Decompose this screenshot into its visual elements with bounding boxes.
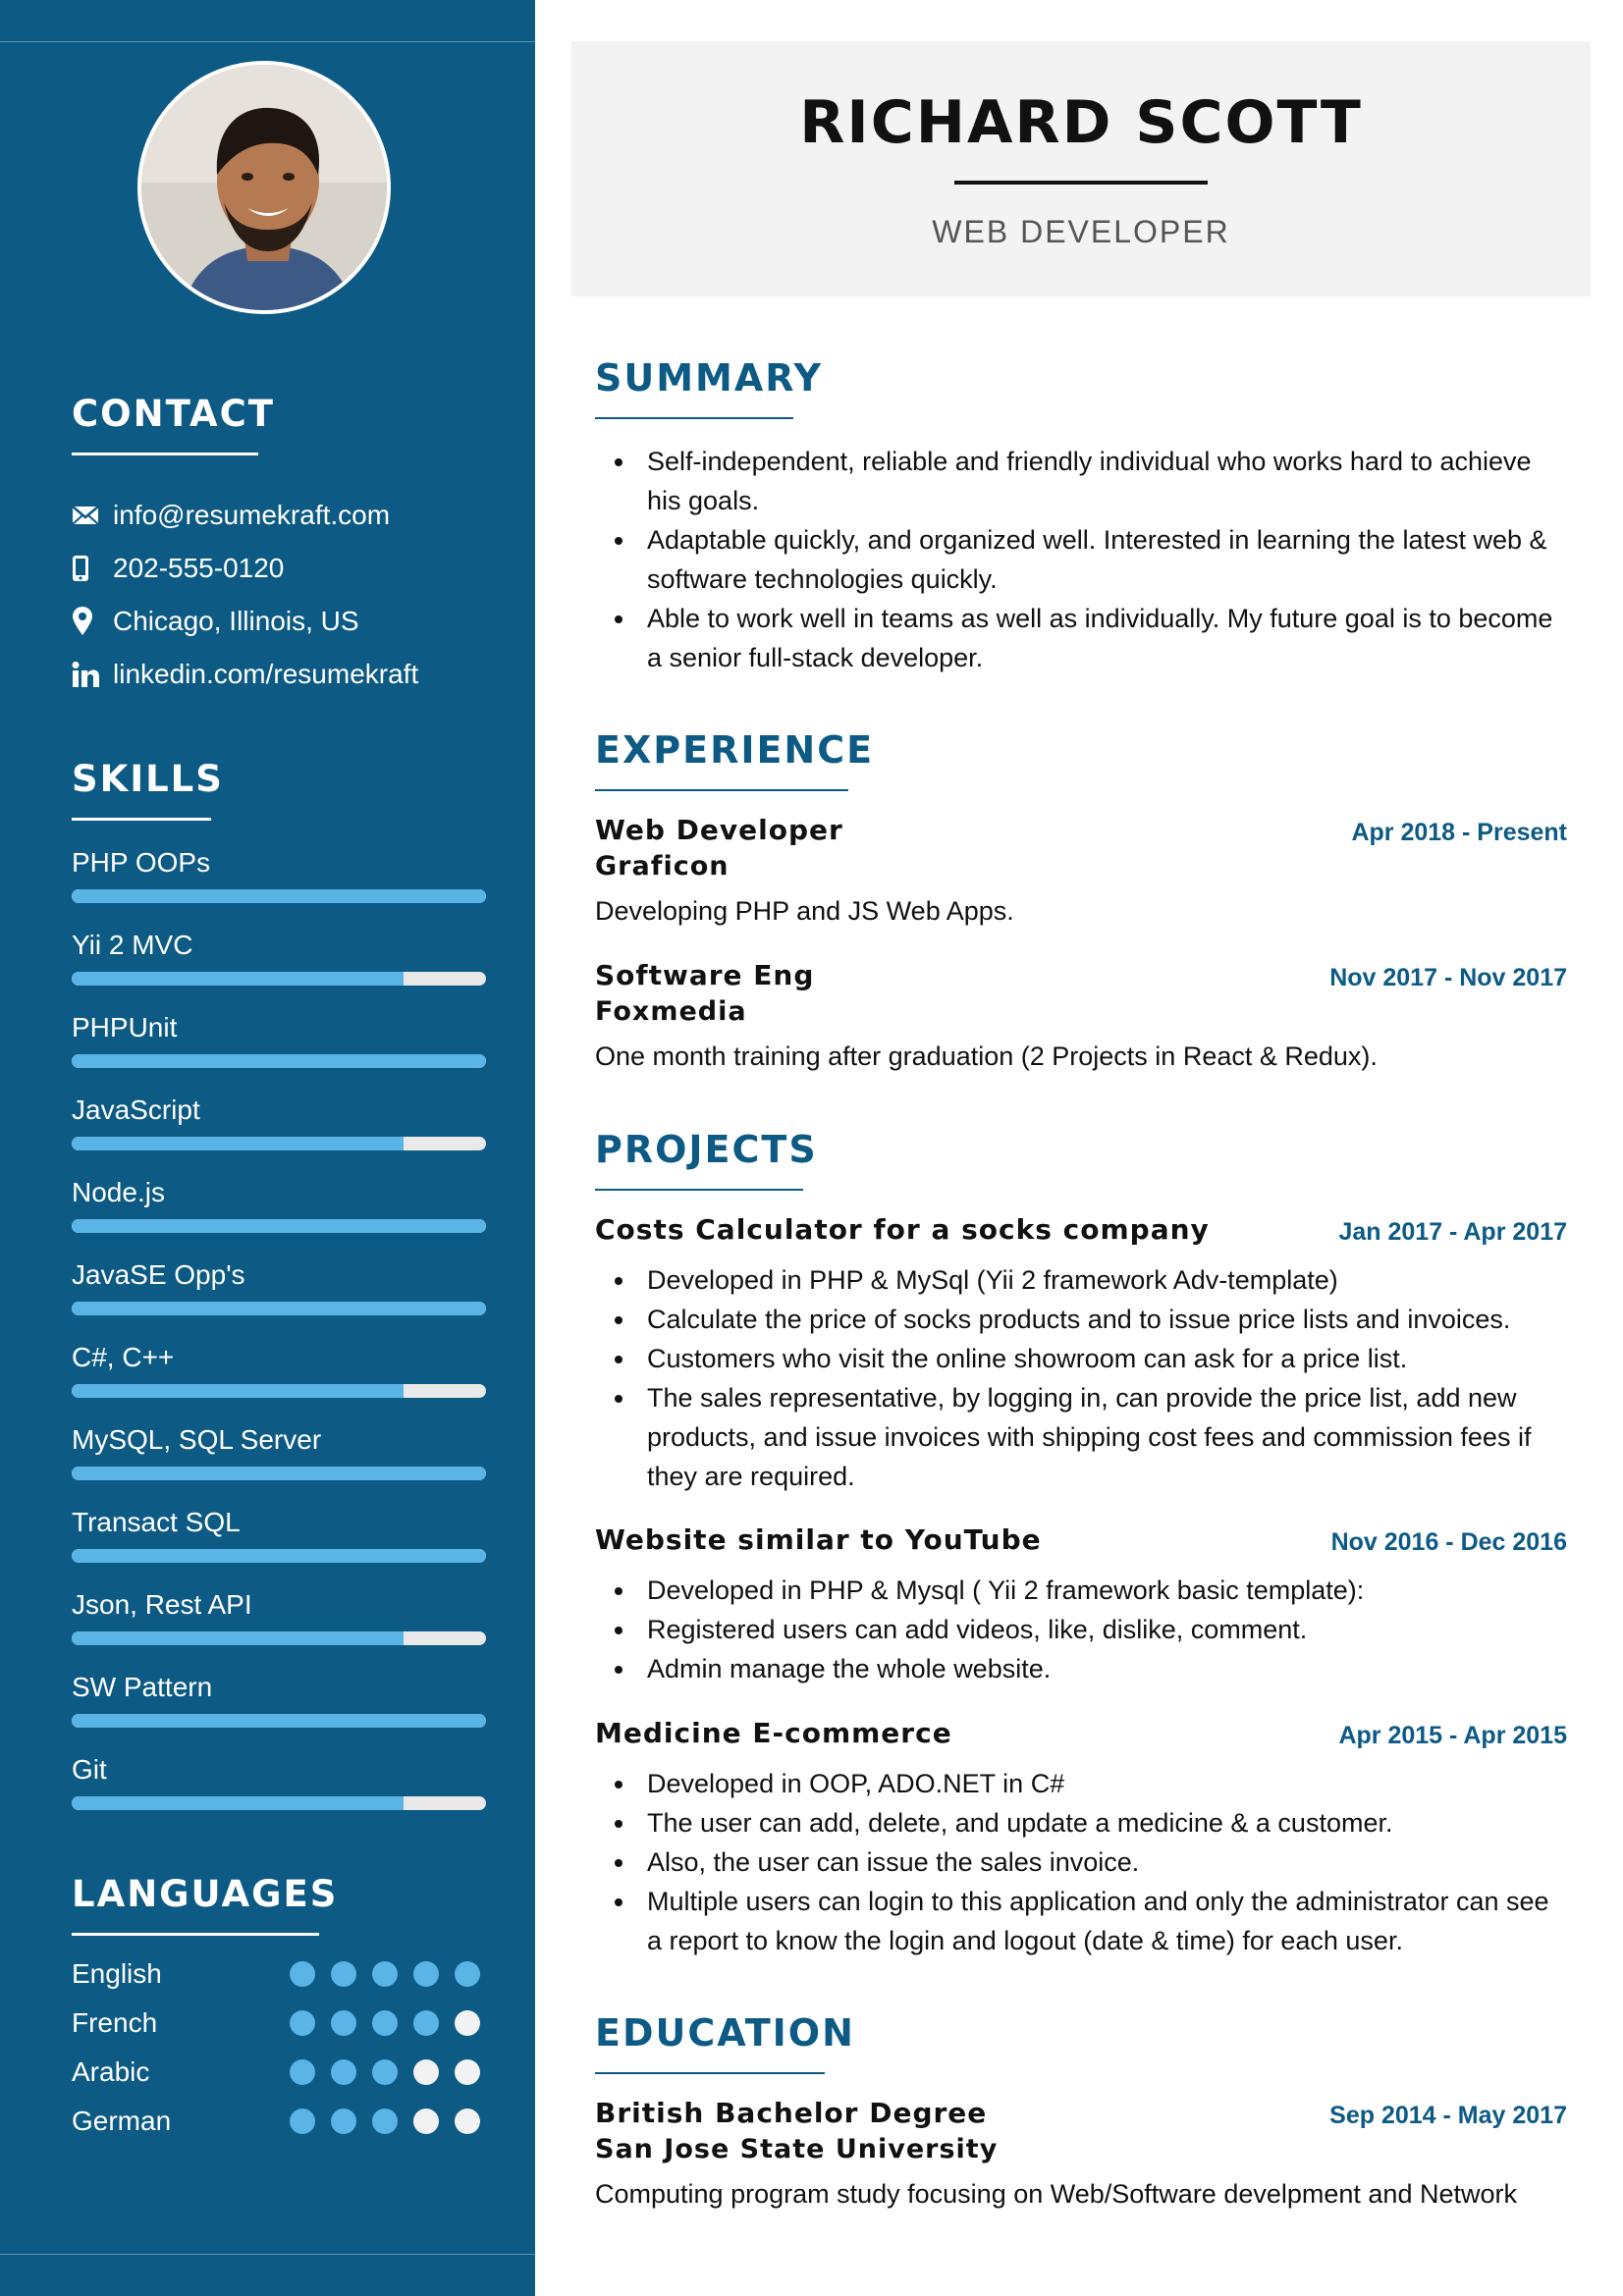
- rating-dot-filled: [290, 2109, 315, 2134]
- contact-phone-text: 202-555-0120: [113, 553, 285, 583]
- summary-heading: SUMMARY: [595, 356, 823, 400]
- project-bullet: Multiple users can login to this application and only the administrator can see a report to know the login and logout (date & time) for each user.: [595, 1882, 1567, 1960]
- project-bullet: Developed in OOP, ADO.NET in C#: [595, 1764, 1567, 1803]
- skill-item: [72, 844, 486, 927]
- skills-heading: SKILLS: [72, 758, 224, 800]
- project-title: Costs Calculator for a socks company: [595, 1213, 1210, 1246]
- skill-item: [72, 1751, 486, 1834]
- education-date: Sep 2014 - May 2017: [1329, 2102, 1567, 2129]
- education-heading: EDUCATION: [595, 2011, 855, 2055]
- rating-dot-empty: [455, 2109, 480, 2134]
- language-item: [72, 1949, 486, 1999]
- project-bullet: Developed in PHP & Mysql ( Yii 2 framework basic template):: [595, 1571, 1567, 1610]
- experience-heading: EXPERIENCE: [595, 728, 875, 772]
- skill-item: [72, 1256, 486, 1339]
- project-title: Medicine E-commerce: [595, 1717, 952, 1749]
- experience-date: Nov 2017 - Nov 2017: [1329, 964, 1567, 991]
- rating-dot-filled: [372, 2109, 398, 2134]
- location-pin-icon: [72, 607, 113, 636]
- experience-title: Web Developer: [595, 814, 843, 846]
- skill-label: C#, C++: [72, 1342, 175, 1372]
- skill-bar: [72, 1054, 486, 1068]
- sidebar: [0, 0, 535, 2296]
- language-label: French: [72, 2007, 158, 2038]
- project-bullet: The user can add, delete, and update a medicine & a customer.: [595, 1803, 1567, 1842]
- contact-email[interactable]: [72, 489, 418, 542]
- skill-label: PHPUnit: [72, 1012, 178, 1042]
- rating-dot-empty: [455, 2059, 480, 2085]
- profile-photo: [137, 61, 391, 314]
- skill-label: JavaScript: [72, 1095, 200, 1125]
- rating-dot-filled: [413, 1961, 439, 1987]
- rating-dot-empty: [413, 2059, 439, 2085]
- project-bullet: Also, the user can issue the sales invoice.: [595, 1842, 1567, 1882]
- rating-dot-filled: [372, 1961, 398, 1987]
- rating-dot-filled: [372, 2059, 398, 2085]
- skill-bar: [72, 1796, 486, 1810]
- project-date: Jan 2017 - Apr 2017: [1338, 1218, 1567, 1246]
- language-rating: [290, 2010, 480, 2036]
- name-header: [571, 41, 1591, 296]
- project-bullet: Registered users can add videos, like, dislike, comment.: [595, 1610, 1567, 1649]
- language-item: [72, 1999, 486, 2048]
- skill-bar-fill: [72, 1219, 486, 1233]
- experience-date: Apr 2018 - Present: [1351, 819, 1567, 846]
- skill-bar: [72, 889, 486, 903]
- skill-bar-fill: [72, 1137, 404, 1150]
- experience-description: Developing PHP and JS Web Apps.: [595, 896, 1014, 926]
- rating-dot-empty: [413, 2109, 439, 2134]
- contact-location-text: Chicago, Illinois, US: [113, 606, 359, 636]
- rating-dot-filled: [413, 2010, 439, 2036]
- projects-heading: PROJECTS: [595, 1128, 818, 1171]
- rating-dot-filled: [331, 2059, 356, 2085]
- project-bullets: [595, 1764, 1567, 1960]
- education-school: San Jose State University: [595, 2134, 999, 2164]
- language-item: [72, 2048, 486, 2097]
- rating-dot-filled: [290, 2059, 315, 2085]
- languages-list: [72, 1949, 486, 2146]
- project-bullet: Customers who visit the online showroom can ask for a price list.: [595, 1339, 1567, 1378]
- skill-bar: [72, 1137, 486, 1150]
- experience-title: Software Eng: [595, 959, 815, 991]
- skill-label: Git: [72, 1754, 107, 1785]
- skill-bar-fill: [72, 1467, 486, 1480]
- project-date: Nov 2016 - Dec 2016: [1330, 1528, 1567, 1556]
- rating-dot-filled: [331, 1961, 356, 1987]
- language-item: [72, 2097, 486, 2146]
- skill-bar-fill: [72, 972, 404, 986]
- skill-item: [72, 1504, 486, 1586]
- project-bullet: Developed in PHP & MySql (Yii 2 framework Adv-template): [595, 1260, 1567, 1300]
- skill-bar-fill: [72, 1054, 486, 1068]
- contact-phone[interactable]: [72, 542, 418, 595]
- rating-dot-filled: [290, 1961, 315, 1987]
- divider: [0, 2254, 535, 2255]
- language-label: German: [72, 2106, 172, 2136]
- skill-label: PHP OOPs: [72, 847, 211, 878]
- skill-label: Json, Rest API: [72, 1589, 252, 1620]
- contact-list: [72, 489, 418, 701]
- divider: [0, 41, 535, 42]
- skill-item: [72, 1669, 486, 1751]
- skill-bar-fill: [72, 1302, 486, 1315]
- rating-dot-filled: [372, 2010, 398, 2036]
- rating-dot-empty: [455, 2010, 480, 2036]
- contact-linkedin-text: linkedin.com/resumekraft: [113, 659, 419, 689]
- rating-dot-filled: [331, 2010, 356, 2036]
- skill-bar-fill: [72, 1549, 486, 1563]
- skill-bar: [72, 1549, 486, 1563]
- rating-dot-filled: [290, 2010, 315, 2036]
- skill-bar: [72, 1302, 486, 1315]
- skill-bar: [72, 1631, 486, 1645]
- skill-label: Yii 2 MVC: [72, 930, 193, 960]
- skill-bar-fill: [72, 1631, 404, 1645]
- phone-icon: [72, 555, 113, 582]
- name-underline: [954, 181, 1208, 185]
- skill-bar-fill: [72, 1714, 486, 1728]
- contact-heading: CONTACT: [72, 393, 275, 435]
- summary-underline: [595, 417, 793, 419]
- skill-bar: [72, 1219, 486, 1233]
- skill-bar: [72, 1467, 486, 1480]
- project-date: Apr 2015 - Apr 2015: [1338, 1722, 1567, 1749]
- project-bullets: [595, 1571, 1567, 1688]
- skills-list: [72, 844, 486, 1834]
- project-bullet: The sales representative, by logging in, can provide the price list, add new products, and issue invoices with shipping cost fees and commission fees if they are required.: [595, 1378, 1567, 1496]
- rating-dot-filled: [331, 2109, 356, 2134]
- project-bullet: Calculate the price of socks products and to issue price lists and invoices.: [595, 1300, 1567, 1339]
- language-rating: [290, 2109, 480, 2134]
- skill-label: Node.js: [72, 1177, 165, 1207]
- skill-item: [72, 1009, 486, 1092]
- education-description: Computing program study focusing on Web/Software develpment and Network: [595, 2179, 1517, 2209]
- candidate-name: RICHARD SCOTT: [799, 88, 1363, 157]
- project-title: Website similar to YouTube: [595, 1523, 1042, 1556]
- project-bullets: [595, 1260, 1567, 1496]
- skill-bar-fill: [72, 1384, 404, 1398]
- experience-description: One month training after graduation (2 Projects in React & Redux).: [595, 1041, 1378, 1071]
- skill-bar-fill: [72, 1796, 404, 1810]
- education-underline: [595, 2072, 825, 2074]
- skill-label: Transact SQL: [72, 1507, 241, 1537]
- skill-item: [72, 927, 486, 1009]
- experience-company: Graficon: [595, 851, 730, 881]
- contact-email-text: info@resumekraft.com: [113, 500, 391, 530]
- languages-heading: LANGUAGES: [72, 1873, 339, 1915]
- skill-label: MySQL, SQL Server: [72, 1424, 322, 1455]
- skill-item: [72, 1421, 486, 1504]
- language-label: Arabic: [72, 2056, 150, 2087]
- skill-label: JavaSE Opp's: [72, 1259, 245, 1290]
- linkedin-icon: [72, 662, 113, 687]
- language-label: English: [72, 1958, 162, 1989]
- language-rating: [290, 1961, 480, 1987]
- envelope-icon: [72, 506, 113, 525]
- project-bullet: Admin manage the whole website.: [595, 1649, 1567, 1688]
- skill-label: SW Pattern: [72, 1672, 213, 1702]
- skills-underline: [72, 818, 211, 821]
- languages-underline: [72, 1933, 319, 1936]
- job-role: WEB DEVELOPER: [932, 214, 1230, 249]
- rating-dot-filled: [455, 1961, 480, 1987]
- skill-item: [72, 1586, 486, 1669]
- skill-bar: [72, 1384, 486, 1398]
- summary-list: [595, 442, 1567, 677]
- skill-bar-fill: [72, 889, 486, 903]
- experience-underline: [595, 789, 848, 791]
- profile-photo-illustration: [141, 65, 391, 314]
- skill-bar: [72, 1714, 486, 1728]
- summary-item: Able to work well in teams as well as individually. My future goal is to become a senior full-stack developer.: [595, 599, 1567, 677]
- skill-item: [72, 1092, 486, 1174]
- education-title: British Bachelor Degree: [595, 2097, 988, 2129]
- summary-item: Self-independent, reliable and friendly individual who works hard to achieve his goals.: [595, 442, 1567, 520]
- language-rating: [290, 2059, 480, 2085]
- skill-bar: [72, 972, 486, 986]
- contact-linkedin[interactable]: [72, 648, 418, 701]
- summary-item: Adaptable quickly, and organized well. Interested in learning the latest web & software technologies quickly.: [595, 520, 1567, 599]
- experience-company: Foxmedia: [595, 996, 747, 1027]
- skill-item: [72, 1174, 486, 1256]
- contact-location: [72, 595, 418, 648]
- projects-underline: [595, 1189, 803, 1191]
- contact-underline: [72, 453, 258, 455]
- skill-item: [72, 1339, 486, 1421]
